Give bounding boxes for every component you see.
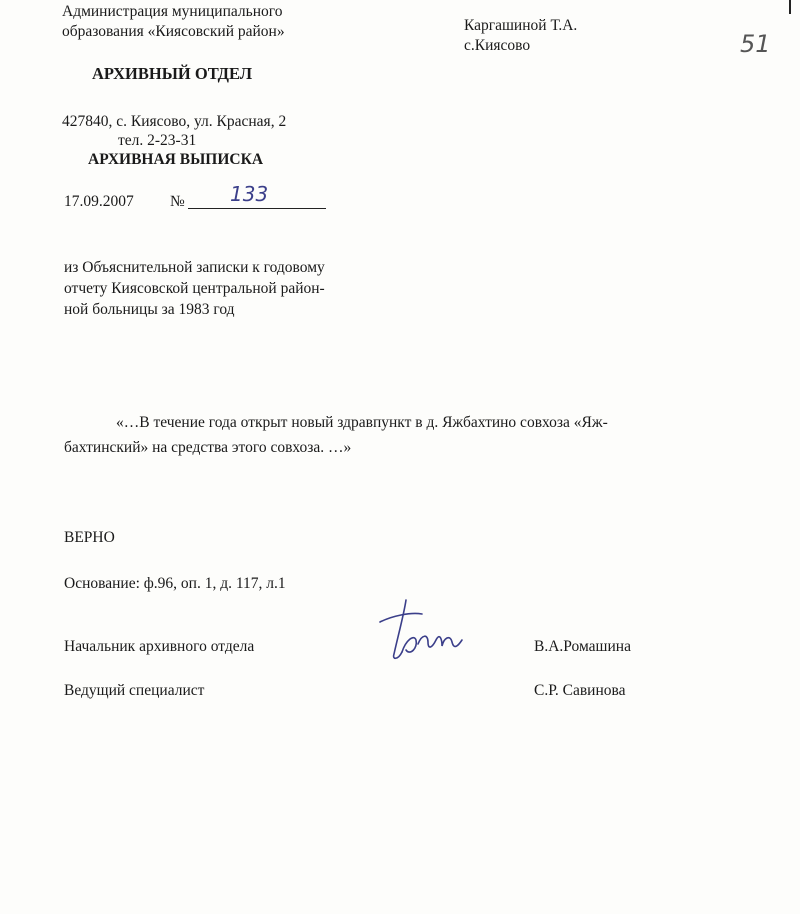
document-title: АРХИВНАЯ ВЫПИСКА [88,151,264,168]
signatory-title-2: Ведущий специалист [64,682,205,699]
org-line-1: Администрация муниципального [62,3,283,20]
recipient-name: Каргашиной Т.А. [464,17,578,34]
signatory-name-1: В.А.Ромашина [534,638,631,655]
signatory-title-1: Начальник архивного отдела [64,638,255,655]
number-underline [188,208,326,209]
phone: тел. 2-23-31 [118,132,197,149]
handwritten-signature [370,594,480,674]
address: 427840, с. Киясово, ул. Красная, 2 [62,113,287,130]
signatory-name-2: С.Р. Савинова [534,682,626,699]
edge-mark [789,0,791,14]
number-label: № [170,193,185,210]
archive-basis: Основание: ф.96, оп. 1, д. 117, л.1 [64,575,286,592]
subject-line-1: из Объяснительной записки к годовому [64,259,325,276]
subject-line-3: ной больницы за 1983 год [64,301,235,318]
department-title: АРХИВНЫЙ ОТДЕЛ [92,64,253,83]
quote-line-1: «…В течение года открыт новый здравпункт в д. Яжбахтино совхоза «Яж- [116,414,608,431]
org-line-2: образования «Киясовский район» [62,23,285,40]
verification-mark: ВЕРНО [64,529,115,546]
recipient-place: с.Киясово [464,37,531,54]
quote-line-2: бахтинский» на средства этого совхоза. …» [64,439,352,456]
page-number-mark: 51 [740,30,771,58]
document-number-handwritten: 133 [230,182,269,206]
subject-line-2: отчету Киясовской центральной район- [64,280,325,297]
document-date: 17.09.2007 [64,193,134,210]
